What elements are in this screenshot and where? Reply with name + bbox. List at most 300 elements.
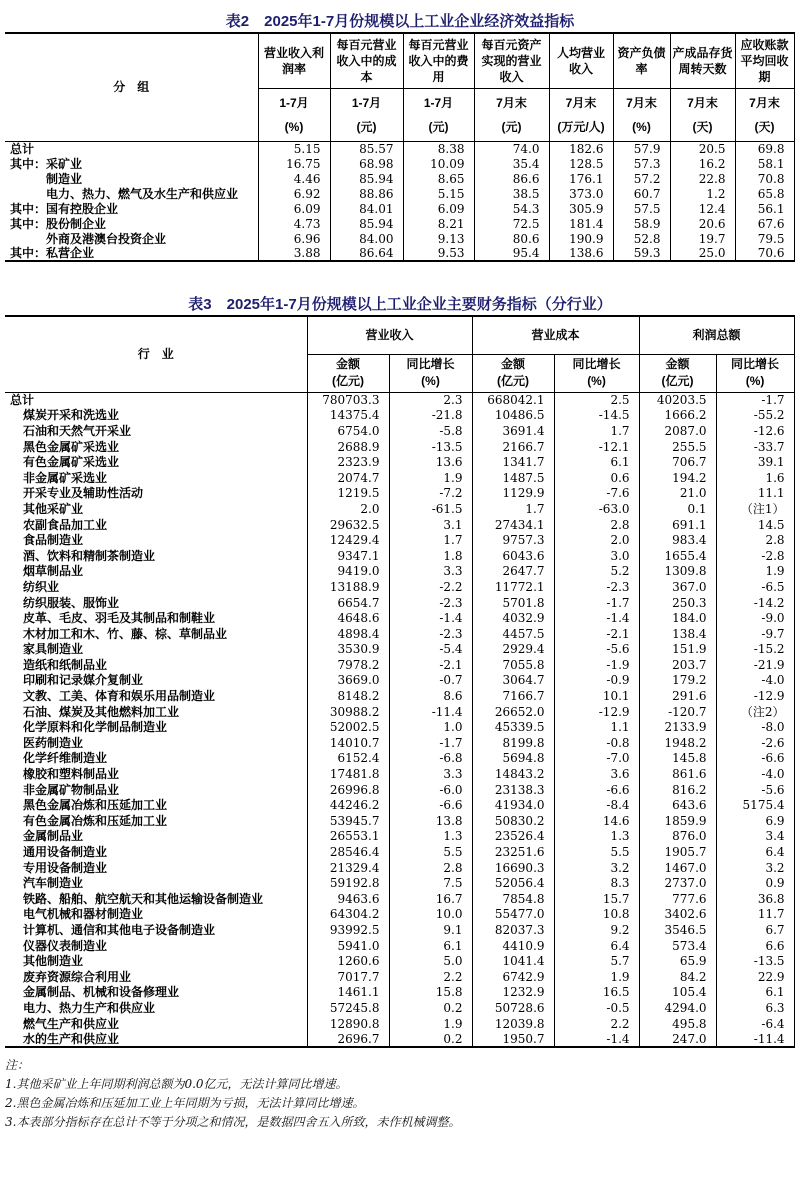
cell-value: 2.0 — [554, 532, 639, 548]
row-label: 废弃资源综合利用业 — [23, 969, 132, 984]
cell-value: 5175.4 — [716, 797, 794, 813]
cell-value: 6152.4 — [307, 751, 389, 767]
table-row — [5, 766, 794, 782]
cell-value: 3546.5 — [639, 922, 716, 938]
cell-value: -6.6 — [716, 751, 794, 767]
table2-subheader — [474, 88, 549, 141]
cell-value: 780703.3 — [307, 392, 389, 408]
cell-value: -2.1 — [389, 657, 472, 673]
cell-value: 816.2 — [639, 782, 716, 798]
cell-value: 1.9 — [389, 470, 472, 486]
cell-value: 6.09 — [403, 201, 474, 216]
cell-value: 56.1 — [735, 201, 794, 216]
cell-value: 86.64 — [330, 246, 403, 261]
cell-value: 6.1 — [716, 985, 794, 1001]
cell-value: 57.5 — [613, 201, 670, 216]
row-label: 化学原料和化学制品制造业 — [23, 720, 168, 735]
row-label: 黑色金属矿采选业 — [23, 439, 120, 454]
cell-value: 23251.6 — [472, 844, 554, 860]
cell-value: 5694.8 — [472, 751, 554, 767]
table2-col-header-receivable-period: 应收账款平均回收期 — [735, 33, 794, 88]
row-label: 其中：私营企业 — [10, 246, 95, 260]
cell-value: 4457.5 — [472, 626, 554, 642]
table-row — [5, 454, 794, 470]
table-row — [5, 751, 794, 767]
cell-value: 13.8 — [389, 813, 472, 829]
cell-value: 16.7 — [389, 891, 472, 907]
cell-value: 70.8 — [735, 171, 794, 186]
cell-value: 10.1 — [554, 688, 639, 704]
table2-subheader — [258, 88, 330, 141]
row-label: 燃气生产和供应业 — [23, 1016, 120, 1031]
cell-value: 84.01 — [330, 201, 403, 216]
cell-value: 79.5 — [735, 231, 794, 246]
cell-value: 1.7 — [472, 501, 554, 517]
cell-value: 1260.6 — [307, 953, 389, 969]
cell-value: 4898.4 — [307, 626, 389, 642]
cell-value: 1041.4 — [472, 953, 554, 969]
period-label: 1-7月 — [351, 95, 382, 110]
cell-value: -15.2 — [716, 642, 794, 658]
cell-value: -7.6 — [554, 486, 639, 502]
cell-value: 3669.0 — [307, 673, 389, 689]
row-label: 其中：股份制企业 — [10, 216, 107, 231]
cell-value: 57.9 — [613, 141, 670, 156]
growth-unit-label: (%) — [421, 374, 440, 388]
cell-value: 1.3 — [389, 829, 472, 845]
cell-value: 0.1 — [639, 501, 716, 517]
cell-value: 35.4 — [474, 156, 549, 171]
cell-value: -21.9 — [716, 657, 794, 673]
row-label: 计算机、通信和其他电子设备制造业 — [23, 922, 216, 937]
cell-value: 57.2 — [613, 171, 670, 186]
cell-value: 57.3 — [613, 156, 670, 171]
row-label: 橡胶和塑料制品业 — [23, 767, 120, 782]
cell-value: 9.53 — [403, 246, 474, 261]
cell-value: -0.7 — [389, 673, 472, 689]
cell-value: 15.7 — [554, 891, 639, 907]
cell-value: 1.2 — [670, 186, 735, 201]
cell-value: 13188.9 — [307, 579, 389, 595]
cell-value: 2166.7 — [472, 439, 554, 455]
table3-subheader-growth — [554, 354, 639, 392]
cell-value: 54.3 — [474, 201, 549, 216]
row-label: 酒、饮料和精制茶制造业 — [23, 548, 156, 563]
cell-value: 3402.6 — [639, 907, 716, 923]
cell-value: 7978.2 — [307, 657, 389, 673]
unit-label: (元) — [428, 119, 449, 134]
period-label: 7月末 — [496, 95, 527, 110]
cell-value: 12039.8 — [472, 1016, 554, 1032]
cell-value: -11.4 — [716, 1031, 794, 1047]
cell-value: 70.6 — [735, 246, 794, 261]
table-row — [5, 595, 794, 611]
cell-value: 7.5 — [389, 875, 472, 891]
table-row — [5, 688, 794, 704]
cell-value: 2.8 — [716, 532, 794, 548]
table-row — [5, 969, 794, 985]
cell-value: 8199.8 — [472, 735, 554, 751]
cell-value: 11.7 — [716, 907, 794, 923]
cell-value: -1.7 — [716, 392, 794, 408]
table-row — [5, 673, 794, 689]
cell-value: 2323.9 — [307, 454, 389, 470]
cell-value: 2.0 — [307, 501, 389, 517]
cell-value: 52002.5 — [307, 719, 389, 735]
row-label: 电力、热力生产和供应业 — [23, 1000, 156, 1015]
period-label: 1-7月 — [423, 95, 454, 110]
cell-value: 6742.9 — [472, 969, 554, 985]
cell-value: 65.8 — [735, 186, 794, 201]
table-row — [5, 439, 794, 455]
cell-value: 291.6 — [639, 688, 716, 704]
cell-value: 983.4 — [639, 532, 716, 548]
cell-value: -13.5 — [389, 439, 472, 455]
cell-value: 22.8 — [670, 171, 735, 186]
table3-industry-column-header: 行 业 — [5, 316, 307, 392]
cell-value: 12429.4 — [307, 532, 389, 548]
table-row — [5, 548, 794, 564]
cell-value: 11.1 — [716, 486, 794, 502]
cell-value: -4.0 — [716, 766, 794, 782]
cell-value: 80.6 — [474, 231, 549, 246]
table-row — [5, 782, 794, 798]
cell-value: 6.3 — [716, 1000, 794, 1016]
table2-col-header-profit-rate: 营业收入利润率 — [258, 33, 330, 88]
table-row — [5, 657, 794, 673]
cell-value: 2696.7 — [307, 1031, 389, 1047]
cell-value: 5.5 — [389, 844, 472, 860]
cell-value: 4.46 — [258, 171, 330, 186]
table2-title: 表2 2025年1-7月份规模以上工业企业经济效益指标 — [225, 13, 575, 30]
cell-value: 5.5 — [554, 844, 639, 860]
cell-value: 85.57 — [330, 141, 403, 156]
cell-value: 181.4 — [549, 216, 613, 231]
unit-label: (天) — [692, 119, 713, 134]
cell-value: 50830.2 — [472, 813, 554, 829]
cell-value: 3.0 — [554, 548, 639, 564]
cell-value: 2737.0 — [639, 875, 716, 891]
cell-value: 0.2 — [389, 1000, 472, 1016]
cell-value: 11772.1 — [472, 579, 554, 595]
cell-value: 2.2 — [389, 969, 472, 985]
row-label: 开采专业及辅助性活动 — [23, 486, 144, 501]
cell-value: 255.5 — [639, 439, 716, 455]
table3-group-header-cost: 营业成本 — [472, 316, 639, 354]
table3-subheader-growth — [716, 354, 794, 392]
cell-value: 52056.4 — [472, 875, 554, 891]
amount-label: 金额 — [665, 357, 690, 371]
cell-value: 179.2 — [639, 673, 716, 689]
cell-value: 1487.5 — [472, 470, 554, 486]
cell-value: -55.2 — [716, 408, 794, 424]
table3-group-header-revenue: 营业收入 — [307, 316, 472, 354]
cell-value: -2.6 — [716, 735, 794, 751]
cell-value: 85.94 — [330, 171, 403, 186]
table-row — [5, 907, 794, 923]
row-label: 仪器仪表制造业 — [23, 938, 108, 953]
cell-value: 19.7 — [670, 231, 735, 246]
cell-value: 52.8 — [613, 231, 670, 246]
cell-value: 26996.8 — [307, 782, 389, 798]
cell-value: -6.6 — [554, 782, 639, 798]
cell-value: 14.5 — [716, 517, 794, 533]
cell-value: 5.7 — [554, 953, 639, 969]
cell-value: 6.7 — [716, 922, 794, 938]
cell-value: 1309.8 — [639, 564, 716, 580]
cell-value: -6.5 — [716, 579, 794, 595]
cell-value: 182.6 — [549, 141, 613, 156]
cell-value: 40203.5 — [639, 392, 716, 408]
table3-header — [5, 316, 794, 392]
cell-value: 691.1 — [639, 517, 716, 533]
table2-body — [5, 141, 794, 261]
cell-value: 9347.1 — [307, 548, 389, 564]
cell-value: 1655.4 — [639, 548, 716, 564]
cell-value: 668042.1 — [472, 392, 554, 408]
footnote-item: 3.本表部分指标存在总计不等于分项之和情况，是数据四舍五入所致，未作机械调整。 — [5, 1114, 461, 1129]
table-row — [5, 642, 794, 658]
row-label: 其他制造业 — [23, 954, 84, 969]
cell-value: 28546.4 — [307, 844, 389, 860]
cell-value: 1.9 — [716, 564, 794, 580]
cell-value: -1.4 — [554, 610, 639, 626]
cell-value: -1.4 — [389, 610, 472, 626]
cell-value: 3.2 — [716, 860, 794, 876]
cell-value: 3.1 — [389, 517, 472, 533]
cell-value: -6.0 — [389, 782, 472, 798]
cell-value: 74.0 — [474, 141, 549, 156]
cell-value: 1948.2 — [639, 735, 716, 751]
cell-value: 9.2 — [554, 922, 639, 938]
cell-value: 15.8 — [389, 985, 472, 1001]
unit-label: (元) — [501, 119, 522, 134]
cell-value: 22.9 — [716, 969, 794, 985]
cell-value: -120.7 — [639, 704, 716, 720]
cell-value: 0.9 — [716, 875, 794, 891]
cell-value: 20.5 — [670, 141, 735, 156]
table-row — [5, 201, 794, 216]
table3-subheader-growth — [389, 354, 472, 392]
row-label: 非金属矿物制品业 — [23, 782, 120, 797]
cell-value: 495.8 — [639, 1016, 716, 1032]
cell-value: 12890.8 — [307, 1016, 389, 1032]
table-row — [5, 1016, 794, 1032]
row-label: 非金属矿采选业 — [23, 470, 108, 485]
table-row — [5, 891, 794, 907]
unit-label: (天) — [754, 119, 775, 134]
cell-value: -2.3 — [389, 626, 472, 642]
cell-value: -9.0 — [716, 610, 794, 626]
table2-subheader — [403, 88, 474, 141]
cell-value: 68.98 — [330, 156, 403, 171]
cell-value: 4032.9 — [472, 610, 554, 626]
cell-value: 8.21 — [403, 216, 474, 231]
table-row — [5, 1031, 794, 1047]
table-row — [5, 564, 794, 580]
cell-value: 9463.6 — [307, 891, 389, 907]
cell-value: 1.6 — [716, 470, 794, 486]
cell-value: 0.2 — [389, 1031, 472, 1047]
cell-value: -8.0 — [716, 719, 794, 735]
cell-value: 573.4 — [639, 938, 716, 954]
cell-value: 21329.4 — [307, 860, 389, 876]
cell-value: -5.6 — [716, 782, 794, 798]
cell-value: 39.1 — [716, 454, 794, 470]
row-label: 金属制品业 — [23, 829, 84, 844]
cell-value: 5941.0 — [307, 938, 389, 954]
cell-value: 138.4 — [639, 626, 716, 642]
cell-value: 1467.0 — [639, 860, 716, 876]
cell-value: -12.6 — [716, 423, 794, 439]
cell-value: 6654.7 — [307, 595, 389, 611]
cell-value: 373.0 — [549, 186, 613, 201]
table-row — [5, 844, 794, 860]
table-row — [5, 216, 794, 231]
cell-value: 2929.4 — [472, 642, 554, 658]
table2-col-header-revenue-per-100-assets: 每百元资产实现的营业收入 — [474, 33, 549, 88]
cell-value: 27434.1 — [472, 517, 554, 533]
cell-value: 8.6 — [389, 688, 472, 704]
cell-value: 1232.9 — [472, 985, 554, 1001]
cell-value: 7017.7 — [307, 969, 389, 985]
row-label: 电力、热力、燃气及水生产和供应业 — [46, 186, 239, 201]
cell-value: 4.73 — [258, 216, 330, 231]
cell-value: 53945.7 — [307, 813, 389, 829]
cell-value: -0.8 — [554, 735, 639, 751]
cell-value: 65.9 — [639, 953, 716, 969]
cell-value: 128.5 — [549, 156, 613, 171]
table2-group-column-header: 分 组 — [5, 33, 258, 141]
row-label: 外商及港澳台投资企业 — [46, 231, 167, 246]
cell-value: 21.0 — [639, 486, 716, 502]
row-label: 食品制造业 — [23, 533, 84, 548]
growth-unit-label: (%) — [587, 374, 606, 388]
cell-value: 44246.2 — [307, 797, 389, 813]
cell-value: 8.38 — [403, 141, 474, 156]
cell-value: 57245.8 — [307, 1000, 389, 1016]
cell-value: -6.4 — [716, 1016, 794, 1032]
cell-value: 93992.5 — [307, 922, 389, 938]
cell-value: 2688.9 — [307, 439, 389, 455]
row-label: 煤炭开采和洗选业 — [23, 408, 120, 423]
cell-value: 58.9 — [613, 216, 670, 231]
table2-subheader — [330, 88, 403, 141]
cell-value: 5701.8 — [472, 595, 554, 611]
cell-value: 5.2 — [554, 564, 639, 580]
table-row — [5, 797, 794, 813]
cell-value: 82037.3 — [472, 922, 554, 938]
table-row — [5, 171, 794, 186]
row-label: 铁路、船舶、航空航天和其他运输设备制造业 — [23, 891, 264, 906]
table-row — [5, 860, 794, 876]
cell-value: 0.6 — [554, 470, 639, 486]
cell-value: 45339.5 — [472, 719, 554, 735]
table3-group-header-profit: 利润总额 — [639, 316, 794, 354]
row-label: 家具制造业 — [23, 642, 84, 657]
cell-value: 4294.0 — [639, 1000, 716, 1016]
row-label: 电气机械和器材制造业 — [23, 907, 144, 922]
row-label: 其他采矿业 — [23, 501, 84, 516]
cell-value: 2647.7 — [472, 564, 554, 580]
row-label: 总计 — [10, 393, 35, 408]
cell-value: 69.8 — [735, 141, 794, 156]
cell-value: 706.7 — [639, 454, 716, 470]
cell-value: -13.5 — [716, 953, 794, 969]
cell-value: 6.4 — [554, 938, 639, 954]
cell-value: 3.6 — [554, 766, 639, 782]
table2-economic-indicators — [5, 32, 795, 262]
cell-value: 151.9 — [639, 642, 716, 658]
cell-value: 9419.0 — [307, 564, 389, 580]
row-label: 印刷和记录媒介复制业 — [23, 673, 144, 688]
cell-value: 4648.6 — [307, 610, 389, 626]
cell-value: 6.1 — [389, 938, 472, 954]
cell-value: 85.94 — [330, 216, 403, 231]
cell-value: 95.4 — [474, 246, 549, 261]
table-row — [5, 829, 794, 845]
row-label: 制造业 — [46, 171, 83, 186]
table-row — [5, 486, 794, 502]
row-label: 有色金属矿采选业 — [23, 455, 120, 470]
table3-title: 表3 2025年1-7月份规模以上工业企业主要财务指标（分行业） — [188, 296, 612, 313]
table-row — [5, 186, 794, 201]
cell-value: 876.0 — [639, 829, 716, 845]
cell-value: 2.2 — [554, 1016, 639, 1032]
table2-col-header-debt-ratio: 资产负债率 — [613, 33, 670, 88]
table-row — [5, 423, 794, 439]
cell-value: 190.9 — [549, 231, 613, 246]
cell-value: 1666.2 — [639, 408, 716, 424]
footnote-label: 注： — [5, 1057, 30, 1072]
table-row — [5, 501, 794, 517]
cell-value: -7.0 — [554, 751, 639, 767]
cell-value: -14.5 — [554, 408, 639, 424]
row-label: 皮革、毛皮、羽毛及其制品和制鞋业 — [23, 611, 216, 626]
cell-value: 6.96 — [258, 231, 330, 246]
cell-value: -1.4 — [554, 1031, 639, 1047]
footnote-item: 2.黑色金属冶炼和压延加工业上年同期为亏损，无法计算同比增速。 — [5, 1095, 365, 1110]
cell-value: 67.6 — [735, 216, 794, 231]
cell-value: -8.4 — [554, 797, 639, 813]
cell-value: 8148.2 — [307, 688, 389, 704]
table-row — [5, 719, 794, 735]
cell-value: -12.9 — [716, 688, 794, 704]
cell-value: 9.1 — [389, 922, 472, 938]
cell-value: 38.5 — [474, 186, 549, 201]
row-label: 木材加工和木、竹、藤、棕、草制品业 — [23, 626, 228, 641]
cell-value: 2.5 — [554, 392, 639, 408]
cell-value: -6.6 — [389, 797, 472, 813]
cell-value: -9.7 — [716, 626, 794, 642]
growth-label: 同比增长 — [572, 357, 621, 371]
row-label: 水的生产和供应业 — [23, 1031, 120, 1046]
table-row — [5, 922, 794, 938]
cell-value: 1859.9 — [639, 813, 716, 829]
row-label: 其中：国有控股企业 — [10, 201, 119, 216]
table2-header — [5, 33, 794, 141]
table-row — [5, 813, 794, 829]
cell-value: 145.8 — [639, 751, 716, 767]
cell-value: 88.86 — [330, 186, 403, 201]
cell-value: 10.0 — [389, 907, 472, 923]
table-row — [5, 735, 794, 751]
row-label: 农副食品加工业 — [23, 517, 108, 532]
unit-label: (万元/人) — [557, 119, 605, 134]
table-row — [5, 141, 794, 156]
cell-value: -14.2 — [716, 595, 794, 611]
row-label: 石油、煤炭及其他燃料加工业 — [23, 704, 180, 719]
